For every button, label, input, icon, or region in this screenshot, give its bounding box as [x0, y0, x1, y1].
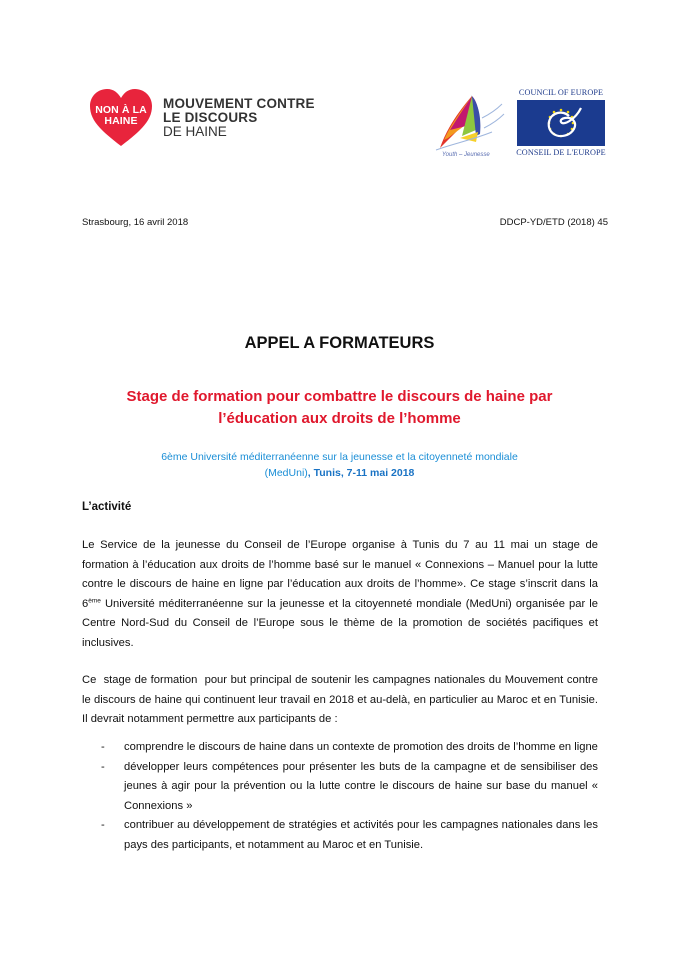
movement-line2: LE DISCOURS	[163, 110, 258, 125]
paragraph-purpose: Ce stage de formation pour but principal de soutenir les campagnes nationales du Mouvement contre le discours de haine qui continuent leur travail en 2018 et au-delà, en particulier au Maroc et en Tunisie. Il devrait notamment permettre aux participants de :	[82, 674, 602, 726]
place-date: Strasbourg, 16 avril 2018	[82, 217, 189, 228]
movement-name	[163, 97, 315, 139]
youth-jeunesse-logo	[432, 90, 508, 162]
list-item	[82, 738, 598, 758]
event-line2-plain: (MedUni)	[264, 467, 308, 479]
event-line2-bold: , Tunis, 7-11 mai 2018	[307, 467, 415, 479]
page-title: APPEL A FORMATEURS	[244, 334, 435, 352]
subtitle	[0, 386, 679, 430]
event-info	[0, 449, 679, 481]
document-reference: DDCP-YD/ETD (2018) 45	[499, 217, 608, 228]
coe-flag-icon	[517, 100, 605, 146]
list-item-text: comprendre le discours de haine dans un contexte de promotion des droits de l’homme en ligne	[124, 741, 598, 753]
no-hate-speech-logo	[88, 88, 315, 148]
event-line1: 6ème Université méditerranéenne sur la jeunesse et la citoyenneté mondiale	[161, 451, 518, 463]
objectives-list	[82, 738, 598, 856]
movement-line1: MOUVEMENT CONTRE	[163, 96, 315, 111]
subtitle-line2: l’éducation aux droits de l’homme	[218, 410, 461, 427]
paragraph1-sup: ème	[88, 597, 101, 605]
heart-text-line2: HAINE	[104, 115, 138, 127]
paragraph1-part1: Le Service de la jeunesse du Conseil de l’Europe organise à Tunis du 7 au 11 mai un stage de formation à l’éducation aux droits de l’homme basé sur le manuel « Connexions – Manuel pour la lutte contre le discours de haine en ligne par l’éducation aux droits de l’homme». Ce stage s’inscrit dans la 6	[82, 539, 598, 610]
paragraph1-part2: Université méditerranéenne sur la jeunesse et la citoyenneté mondiale (MedUni) organisée par le Centre Nord-Sud du Conseil de l’Europe sous le thème de la promotion de sociétés pacifiques et inclusives.	[82, 597, 598, 649]
subtitle-line1: Stage de formation pour combattre le discours de haine par	[126, 388, 553, 405]
council-of-europe-logo	[516, 88, 606, 157]
list-item	[82, 758, 598, 817]
heart-icon	[88, 88, 154, 148]
coe-bottom-text: CONSEIL DE L'EUROPE	[516, 148, 606, 157]
bullet-dash: -	[101, 819, 105, 832]
list-item-text: contribuer au développement de stratégies et activités pour les campagnes nationales dans les pays des participants, et notamment au Maroc et en Tunisie.	[124, 819, 598, 851]
list-item-text: développer leurs compétences pour présenter les buts de la campagne et de sensibiliser des jeunes à agir pour la prévention ou la lutte contre le discours de haine sur base du manuel « Connexions »	[124, 760, 598, 812]
bullet-dash: -	[101, 760, 105, 773]
heart-text-line1: NON À LA	[95, 104, 147, 116]
coe-top-text: COUNCIL OF EUROPE	[518, 88, 604, 97]
paragraph-activity	[82, 536, 598, 654]
section-heading: L’activité	[82, 501, 132, 513]
movement-line3: DE HAINE	[163, 124, 227, 139]
list-item	[82, 816, 598, 855]
bullet-dash: -	[101, 741, 105, 753]
youth-caption: Youth – Jeunesse	[442, 152, 490, 158]
